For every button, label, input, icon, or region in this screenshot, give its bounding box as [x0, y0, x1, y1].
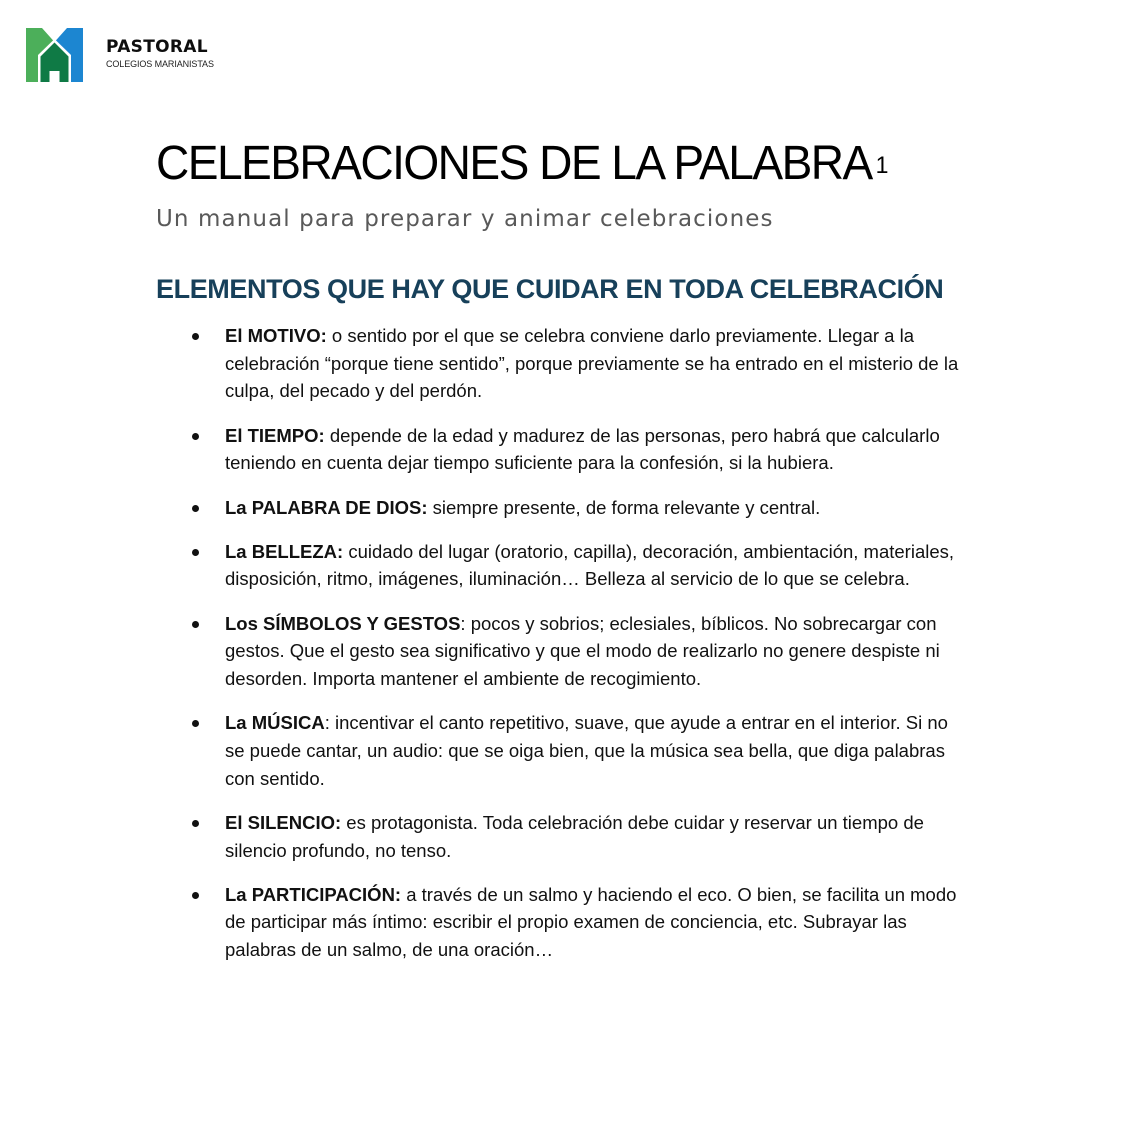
item-text: : incentivar el canto repetitivo, suave, que ayude a entrar en el interior. Si no se puede cantar, un audio: que se oiga bien, que la música sea bella, que diga palabras con sentido.	[225, 712, 948, 789]
item-lead: La PALABRA DE DIOS:	[225, 496, 428, 518]
bullet-icon	[192, 892, 199, 899]
footnote-reference[interactable]: 1	[875, 152, 889, 179]
bullet-icon	[192, 505, 199, 512]
item-text: o sentido por el que se celebra conviene darlo previamente. Llegar a la celebración “porque tiene sentido”, porque previamente se ha entrado en el misterio de la culpa, del pecado y del perdón.	[225, 325, 959, 402]
list-item-simbolos-y-gestos	[156, 610, 970, 693]
brand-name: PASTORAL	[106, 36, 208, 57]
list-item-participacion	[156, 881, 970, 964]
list-item-motivo	[156, 322, 970, 405]
page-header	[26, 28, 214, 82]
item-lead: La PARTICIPACIÓN:	[225, 883, 402, 905]
list-item-musica	[156, 709, 970, 792]
item-lead: El MOTIVO:	[225, 325, 327, 346]
list-item-silencio	[156, 809, 970, 864]
item-lead: Los SÍMBOLOS Y GESTOS	[225, 612, 461, 634]
document-subtitle: Un manual para preparar y animar celebraciones	[156, 206, 774, 232]
item-lead: La MÚSICA	[225, 712, 325, 734]
bullet-icon	[192, 720, 199, 727]
list-item-palabra-de-dios	[156, 494, 970, 522]
section-heading: ELEMENTOS QUE HAY QUE CUIDAR EN TODA CELEBRACIÓN	[156, 274, 944, 304]
brand-subtitle: COLEGIOS MARIANISTAS	[106, 58, 214, 69]
brand	[106, 37, 214, 70]
bullet-icon	[192, 333, 199, 340]
document-title-text: CELEBRACIONES DE LA PALABRA	[156, 137, 872, 190]
bullet-icon	[192, 549, 199, 556]
item-lead: El TIEMPO:	[225, 424, 325, 446]
document-title	[156, 134, 953, 194]
item-text: es protagonista. Toda celebración debe cuidar y reservar un tiempo de silencio profundo, no tenso.	[225, 811, 924, 861]
item-text: : pocos y sobrios; eclesiales, bíblicos. No sobrecargar con gestos. Que el gesto sea significativo y que el modo de realizarlo no genere despiste ni desorden. Importa mantener el ambiente de recogimiento.	[225, 612, 940, 690]
list-item-belleza	[156, 538, 970, 593]
item-text: depende de la edad y madurez de las personas, pero habrá que calcularlo teniendo en cuenta dejar tiempo suficiente para la confesión, si la hubiera.	[225, 424, 940, 474]
bullet-icon	[192, 621, 199, 628]
elements-list	[156, 322, 986, 964]
marianistas-logo-icon	[26, 28, 83, 82]
document-body	[156, 134, 986, 980]
item-text: siempre presente, de forma relevante y central.	[427, 496, 821, 518]
item-lead: El SILENCIO:	[225, 811, 342, 833]
list-item-tiempo	[156, 422, 970, 477]
item-lead: La BELLEZA:	[225, 540, 344, 562]
bullet-icon	[192, 820, 199, 827]
bullet-icon	[192, 433, 199, 440]
item-text: a través de un salmo y haciendo el eco. O bien, se facilita un modo de participar más íntimo: escribir el propio examen de conciencia, etc. Subrayar las palabras de un salmo, de una oración…	[225, 883, 957, 961]
item-text: cuidado del lugar (oratorio, capilla), decoración, ambientación, materiales, disposición, ritmo, imágenes, iluminación… Belleza al servicio de lo que se celebra.	[225, 540, 955, 590]
